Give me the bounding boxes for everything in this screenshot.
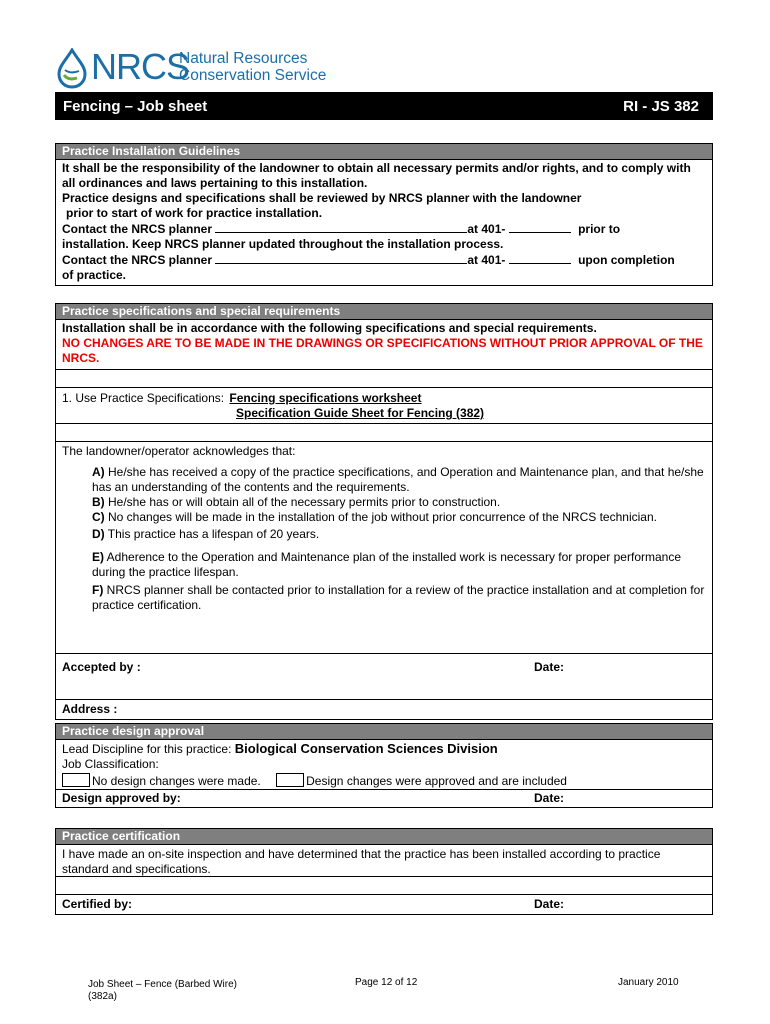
classification-options-row bbox=[56, 773, 712, 789]
review-text-cont: prior to start of work for practice installation. bbox=[66, 206, 323, 220]
inspection-text: I have made an on-site inspection and have determined that the practice has been installed according to practice standard and specifications. bbox=[62, 847, 661, 876]
ack-text: He/she has or will obtain all of the necessary permits prior to construction. bbox=[104, 495, 501, 509]
footer-date: January 2010 bbox=[618, 977, 679, 988]
acknowledgement-row bbox=[56, 441, 712, 653]
ack-letter: C) bbox=[92, 510, 105, 524]
date-label[interactable]: Date: bbox=[534, 791, 565, 805]
ack-letter: D) bbox=[92, 527, 105, 541]
accordance-text: Installation shall be in accordance with the following specifications and special requirements. bbox=[62, 321, 597, 335]
ack-letter: B) bbox=[92, 495, 105, 509]
ack-text: NRCS planner shall be contacted prior to installation for a review of the practice installation and at completion for practice certification. bbox=[92, 583, 705, 612]
section-header: Practice Installation Guidelines bbox=[56, 144, 712, 159]
footer-title-line-2: (382a) bbox=[88, 991, 117, 1002]
prior-to-text: prior to bbox=[578, 222, 621, 236]
fencing-worksheet-link[interactable]: Fencing specifications worksheet bbox=[229, 391, 422, 405]
certification-section bbox=[55, 828, 713, 915]
responsibility-text: It shall be the responsibility of the landowner to obtain all necessary permits and/or rights, and to comply with all ordinances and laws pertaining to this installation. bbox=[62, 161, 691, 190]
job-sheet-code: RI - JS 382 bbox=[623, 98, 699, 115]
spec-requirements-row bbox=[56, 319, 712, 369]
contact-label: Contact the NRCS planner bbox=[62, 253, 213, 267]
lead-discipline-row bbox=[56, 739, 712, 757]
page-number: Page 12 of 12 bbox=[355, 977, 418, 988]
design-approved-row bbox=[56, 789, 712, 807]
upon-completion-text: upon completion bbox=[578, 253, 675, 267]
accepted-by-row bbox=[56, 653, 712, 699]
design-approval-section bbox=[55, 723, 713, 808]
date-label[interactable]: Date: bbox=[534, 660, 565, 674]
planner-name-field-2[interactable] bbox=[215, 252, 467, 264]
footer-doc-title bbox=[88, 979, 237, 1003]
logo-agency-name bbox=[179, 50, 326, 84]
title-bar bbox=[55, 92, 713, 120]
installation-text bbox=[56, 159, 712, 285]
ack-item-f bbox=[62, 583, 706, 613]
no-changes-label: No design changes were made. bbox=[92, 774, 261, 788]
logo-line-2: Conservation Service bbox=[179, 67, 327, 84]
contact-line-2 bbox=[62, 252, 706, 268]
ack-text: No changes will be made in the installation of the job without prior concurrence of the NRCS technician. bbox=[104, 510, 657, 524]
ack-item-a bbox=[62, 465, 706, 495]
job-classification-label: Job Classification: bbox=[62, 757, 159, 771]
footer-title-line-1: Job Sheet – Fence (Barbed Wire) bbox=[88, 979, 237, 990]
blank-row bbox=[56, 369, 712, 387]
ack-text: This practice has a lifespan of 20 years. bbox=[104, 527, 320, 541]
of-practice-text: of practice. bbox=[62, 268, 127, 282]
section-header: Practice specifications and special requirements bbox=[56, 304, 712, 319]
logo-acronym: NRCS bbox=[91, 46, 190, 87]
installation-guidelines-section bbox=[55, 143, 713, 286]
date-label[interactable]: Date: bbox=[534, 897, 565, 911]
lead-discipline-label: Lead Discipline for this practice: bbox=[62, 742, 232, 756]
water-drop-icon bbox=[55, 48, 89, 90]
ack-item-b bbox=[62, 495, 706, 510]
ack-letter: F) bbox=[92, 583, 104, 597]
phone-prefix: at 401- bbox=[467, 253, 506, 267]
inspection-row bbox=[56, 844, 712, 876]
contact-line-1 bbox=[62, 221, 706, 237]
job-classification-row bbox=[56, 757, 712, 773]
review-text: Practice designs and specifications shall be reviewed by NRCS planner with the landowner bbox=[62, 191, 582, 205]
spec-guide-sheet-link[interactable]: Specification Guide Sheet for Fencing (382) bbox=[236, 406, 485, 420]
address-row bbox=[56, 699, 712, 719]
no-changes-warning: NO CHANGES ARE TO BE MADE IN THE DRAWINGS OR SPECIFICATIONS WITHOUT PRIOR APPROVAL OF THE NRCS. bbox=[62, 336, 703, 365]
planner-name-field[interactable] bbox=[215, 221, 467, 233]
blank-row bbox=[56, 423, 712, 441]
ack-letter: A) bbox=[92, 465, 105, 479]
ack-item-d bbox=[62, 527, 706, 542]
no-changes-checkbox[interactable] bbox=[62, 773, 90, 787]
logo-line-1: Natural Resources bbox=[179, 50, 308, 67]
accepted-by-label[interactable]: Accepted by : bbox=[62, 660, 141, 674]
contact-label: Contact the NRCS planner bbox=[62, 222, 213, 236]
certified-by-row bbox=[56, 894, 712, 914]
blank-row bbox=[56, 876, 712, 894]
changes-approved-label: Design changes were approved and are included bbox=[306, 774, 567, 788]
lead-discipline-value: Biological Conservation Sciences Division bbox=[234, 741, 498, 756]
address-label[interactable]: Address : bbox=[62, 702, 118, 716]
specifications-section bbox=[55, 303, 713, 720]
ack-item-e bbox=[62, 550, 706, 580]
ack-text: He/she has received a copy of the practice specifications, and Operation and Maintenance plan, and that he/she has an understanding of the contents and the requirements. bbox=[92, 465, 704, 494]
certified-by-label[interactable]: Certified by: bbox=[62, 897, 133, 911]
phone-field[interactable] bbox=[509, 221, 571, 233]
ack-text: Adherence to the Operation and Maintenance plan of the installed work is necessary for proper performance during the practice lifespan. bbox=[92, 550, 682, 579]
use-spec-label: 1. Use Practice Specifications: bbox=[62, 391, 225, 405]
section-header: Practice design approval bbox=[56, 724, 712, 739]
phone-field-2[interactable] bbox=[509, 252, 571, 264]
use-specifications-row bbox=[56, 387, 712, 423]
design-approved-by-label[interactable]: Design approved by: bbox=[62, 791, 181, 805]
changes-approved-checkbox[interactable] bbox=[276, 773, 304, 787]
update-text: installation. Keep NRCS planner updated throughout the installation process. bbox=[62, 237, 504, 251]
ack-item-c bbox=[62, 510, 706, 525]
phone-prefix: at 401- bbox=[467, 222, 506, 236]
page-title: Fencing – Job sheet bbox=[63, 98, 208, 115]
nrcs-logo bbox=[55, 46, 335, 88]
ack-letter: E) bbox=[92, 550, 104, 564]
acknowledges-text: The landowner/operator acknowledges that: bbox=[62, 444, 296, 458]
section-header: Practice certification bbox=[56, 829, 712, 844]
